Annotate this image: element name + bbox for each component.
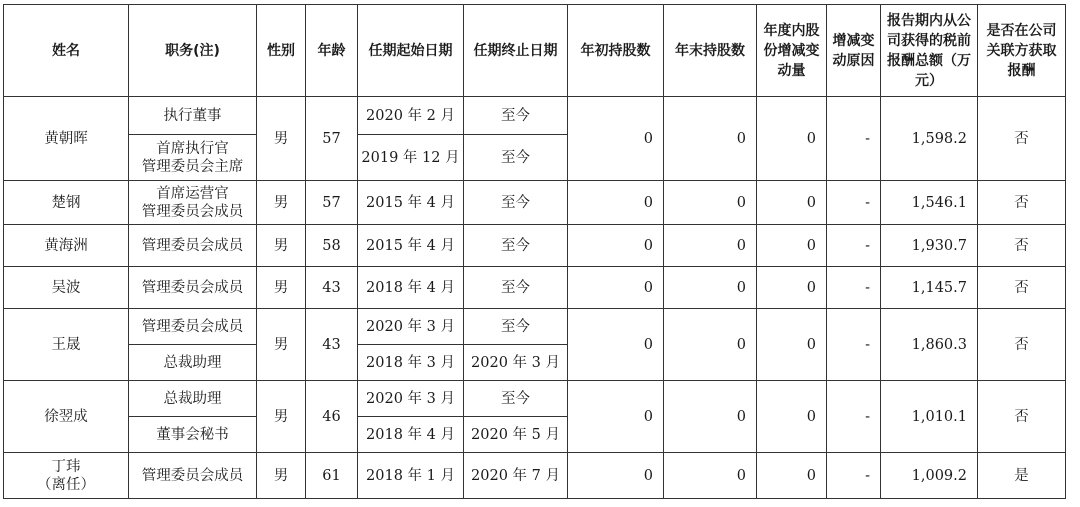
- end-shares: 0: [664, 97, 757, 181]
- term-start: 2018 年 1 月: [358, 453, 464, 499]
- start-shares: 0: [568, 309, 664, 381]
- person-name: 王晟: [4, 309, 129, 381]
- gender-cell: 男: [257, 381, 306, 453]
- person-name: 黄朝晖: [4, 97, 129, 181]
- change-reason: -: [827, 267, 881, 309]
- table-row: [4, 267, 1066, 309]
- change-reason: -: [827, 97, 881, 181]
- term-end: 2020 年 7 月: [464, 453, 568, 499]
- term-start: 2019 年 12 月: [358, 135, 464, 181]
- position-title: 管理委员会成员: [129, 267, 257, 309]
- table-row: [4, 453, 1066, 499]
- header-cell: 年初持股数: [568, 5, 664, 97]
- position-title: 管理委员会成员: [129, 453, 257, 499]
- term-start: 2018 年 4 月: [358, 267, 464, 309]
- gender-cell: 男: [257, 225, 306, 267]
- end-shares: 0: [664, 225, 757, 267]
- position-title: 执行董事: [129, 97, 257, 135]
- related-party-pay: 否: [978, 97, 1066, 181]
- term-end: 至今: [464, 309, 568, 345]
- pretax-pay: 1,010.1: [881, 381, 978, 453]
- position-title: 首席运营官 管理委员会成员: [129, 181, 257, 225]
- related-party-pay: 否: [978, 181, 1066, 225]
- table-row: [4, 381, 1066, 417]
- person-name: 吴波: [4, 267, 129, 309]
- header-cell: 是否在公司关联方获取报酬: [978, 5, 1066, 97]
- related-party-pay: 否: [978, 225, 1066, 267]
- change-reason: -: [827, 225, 881, 267]
- change-reason: -: [827, 381, 881, 453]
- person-name: 楚钢: [4, 181, 129, 225]
- pretax-pay: 1,546.1: [881, 181, 978, 225]
- header-cell: 职务(注): [129, 5, 257, 97]
- share-change: 0: [757, 381, 827, 453]
- end-shares: 0: [664, 381, 757, 453]
- position-title: 管理委员会成员: [129, 309, 257, 345]
- age-cell: 58: [306, 225, 358, 267]
- age-cell: 43: [306, 267, 358, 309]
- end-shares: 0: [664, 267, 757, 309]
- term-start: 2020 年 3 月: [358, 381, 464, 417]
- header-cell: 报告期内从公司获得的税前报酬总额（万元）: [881, 5, 978, 97]
- table-row: [4, 309, 1066, 345]
- end-shares: 0: [664, 309, 757, 381]
- term-end: 至今: [464, 225, 568, 267]
- term-end: 至今: [464, 97, 568, 135]
- table-row: [4, 225, 1066, 267]
- start-shares: 0: [568, 267, 664, 309]
- term-end: 至今: [464, 181, 568, 225]
- header-cell: 年末持股数: [664, 5, 757, 97]
- gender-cell: 男: [257, 181, 306, 225]
- executive-compensation-table: [3, 4, 1066, 499]
- start-shares: 0: [568, 381, 664, 453]
- pretax-pay: 1,930.7: [881, 225, 978, 267]
- term-start: 2020 年 3 月: [358, 309, 464, 345]
- change-reason: -: [827, 453, 881, 499]
- pretax-pay: 1,009.2: [881, 453, 978, 499]
- end-shares: 0: [664, 453, 757, 499]
- pretax-pay: 1,598.2: [881, 97, 978, 181]
- table-row: [4, 181, 1066, 225]
- share-change: 0: [757, 267, 827, 309]
- start-shares: 0: [568, 181, 664, 225]
- related-party-pay: 是: [978, 453, 1066, 499]
- end-shares: 0: [664, 181, 757, 225]
- age-cell: 57: [306, 181, 358, 225]
- term-end: 至今: [464, 135, 568, 181]
- share-change: 0: [757, 225, 827, 267]
- header-cell: 姓名: [4, 5, 129, 97]
- related-party-pay: 否: [978, 381, 1066, 453]
- pretax-pay: 1,145.7: [881, 267, 978, 309]
- term-end: 2020 年 3 月: [464, 345, 568, 381]
- start-shares: 0: [568, 97, 664, 181]
- change-reason: -: [827, 181, 881, 225]
- position-title: 总裁助理: [129, 345, 257, 381]
- header-cell: 增减变动原因: [827, 5, 881, 97]
- position-title: 董事会秘书: [129, 417, 257, 453]
- gender-cell: 男: [257, 267, 306, 309]
- person-name: 黄海洲: [4, 225, 129, 267]
- share-change: 0: [757, 453, 827, 499]
- share-change: 0: [757, 181, 827, 225]
- share-change: 0: [757, 309, 827, 381]
- position-title: 总裁助理: [129, 381, 257, 417]
- term-start: 2018 年 4 月: [358, 417, 464, 453]
- header-cell: 年龄: [306, 5, 358, 97]
- position-title: 管理委员会成员: [129, 225, 257, 267]
- header-row: [4, 5, 1066, 97]
- person-name: 徐翌成: [4, 381, 129, 453]
- table-row: [4, 97, 1066, 135]
- term-end: 至今: [464, 381, 568, 417]
- person-name: 丁玮 （离任）: [4, 453, 129, 499]
- start-shares: 0: [568, 225, 664, 267]
- gender-cell: 男: [257, 453, 306, 499]
- term-start: 2020 年 2 月: [358, 97, 464, 135]
- header-cell: 性别: [257, 5, 306, 97]
- change-reason: -: [827, 309, 881, 381]
- term-end: 至今: [464, 267, 568, 309]
- share-change: 0: [757, 97, 827, 181]
- related-party-pay: 否: [978, 267, 1066, 309]
- term-start: 2018 年 3 月: [358, 345, 464, 381]
- term-end: 2020 年 5 月: [464, 417, 568, 453]
- header-cell: 任期起始日期: [358, 5, 464, 97]
- term-start: 2015 年 4 月: [358, 181, 464, 225]
- related-party-pay: 否: [978, 309, 1066, 381]
- term-start: 2015 年 4 月: [358, 225, 464, 267]
- start-shares: 0: [568, 453, 664, 499]
- header-cell: 任期终止日期: [464, 5, 568, 97]
- age-cell: 46: [306, 381, 358, 453]
- age-cell: 61: [306, 453, 358, 499]
- age-cell: 57: [306, 97, 358, 181]
- gender-cell: 男: [257, 97, 306, 181]
- age-cell: 43: [306, 309, 358, 381]
- position-title: 首席执行官 管理委员会主席: [129, 135, 257, 181]
- header-cell: 年度内股份增减变动量: [757, 5, 827, 97]
- pretax-pay: 1,860.3: [881, 309, 978, 381]
- gender-cell: 男: [257, 309, 306, 381]
